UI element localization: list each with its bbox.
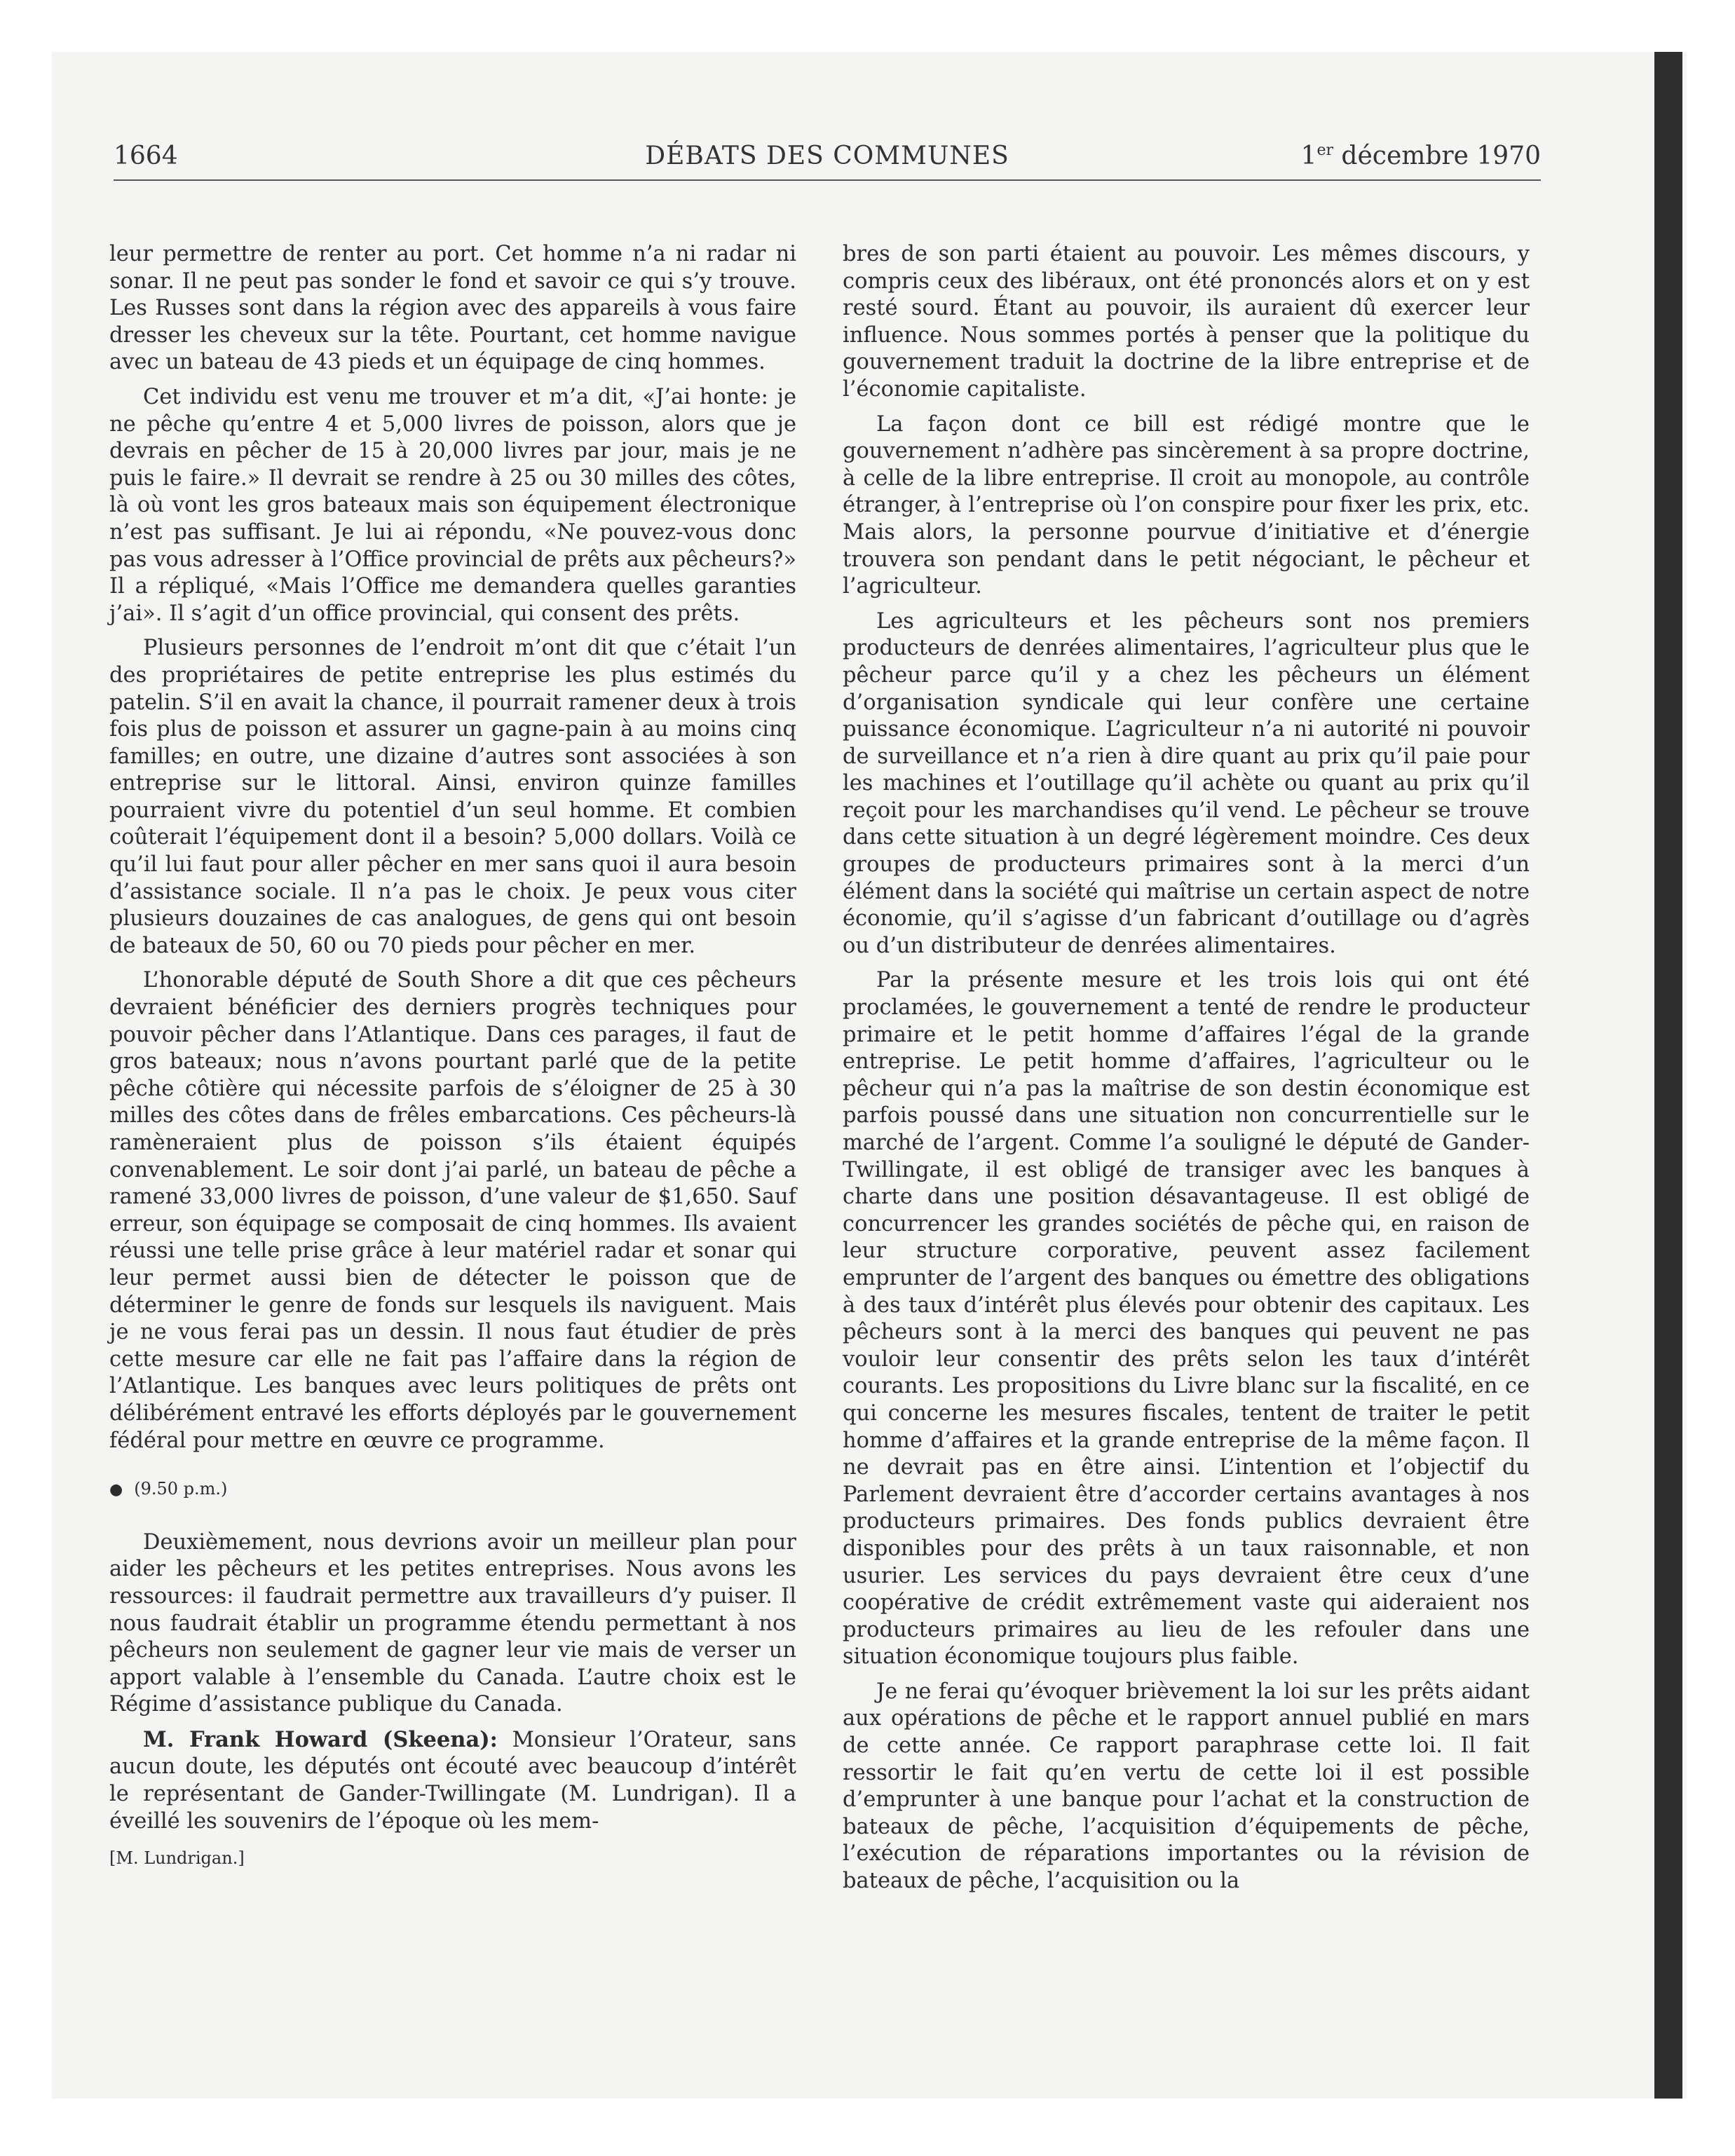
- paragraph: L’honorable député de South Shore a dit que ces pêcheurs devraient bénéficier des derniers progrès techniques pour pouvoir pêcher dans l’Atlantique. Dans ces parages, il faut de gros bateaux; nous n’avons pourtant parlé que de la petite pêche côtière qui nécessite parfois de s’éloigner de 25 à 30 milles des côtes dans de frêles embarcations. Ces pêcheurs-là ramèneraient plus de poisson s’ils étaient équipés convenablement. Le soir dont j’ai parlé, un bateau de pêche a ramené 33,000 livres de poisson, d’une valeur de $1,650. Sauf erreur, son équipage se composait de cinq hommes. Ils avaient réussi une telle prise grâce à leur matériel radar et sonar qui leur permet aussi bien de détecter le poisson que de déterminer le genre de fonds sur lesquels ils naviguent. Mais je ne vous ferai pas un dessin. Il nous faut étudier de près cette mesure car elle ne fait pas l’affaire dans la région de l’Atlantique. Les banques avec leurs politiques de prêts ont délibérément entravé les efforts déployés par le gouvernement fédéral pour mettre en œuvre ce programme.: [109, 968, 796, 1453]
- date-month-year: décembre 1970: [1333, 142, 1541, 170]
- date-day: 1: [1300, 142, 1317, 170]
- bullet-icon: ●: [109, 1481, 123, 1499]
- paragraph: Par la présente mesure et les trois lois qui ont été proclamées, le gouvernement a tenté de rendre le producteur primaire et le petit homme d’affaires l’égal de la grande entreprise. Le petit homme d’affaires, l’agriculteur ou le pêcheur qui n’a pas la maîtrise de son destin économique est parfois poussé dans une situation non concurrentielle sur le marché de l’argent. Comme l’a souligné le député de Gander-Twillingate, il est obligé de transiger avec les banques à charte dans une position désavantageuse. Il est obligé de concurrencer les grandes sociétés de pêche qui, en raison de leur structure corporative, peuvent assez facilement emprunter de l’argent des banques ou émettre des obligations à des taux d’intérêt plus élevés pour obtenir des capitaux. Les pêcheurs sont à la merci des banques qui peuvent ne pas vouloir leur consentir des prêts selon les taux d’intérêt courants. Les propositions du Livre blanc sur la fiscalité, en ce qui concerne les mesures fiscales, tentent de traiter le petit homme d’affaires et la grande entreprise de la même façon. Il ne devrait pas en être ainsi. L’intention et l’objectif du Parlement devraient être d’accorder certains avantages à nos producteurs primaires. Des fonds publics devraient être disponibles pour des prêts à un taux raisonnable, et non usurier. Les services du pays devraient être ceux d’une coopérative de crédit extrêmement vaste qui aideraient nos producteurs primaires au lieu de les refouler dans une situation économique toujours plus faible.: [843, 968, 1530, 1670]
- speaker-caption: [M. Lundrigan.]: [109, 1848, 245, 1869]
- publication-title: DÉBATS DES COMMUNES: [645, 142, 1009, 170]
- time-marker: [109, 1475, 796, 1504]
- paragraph: La façon dont ce bill est rédigé montre que le gouvernement n’adhère pas sincèrement à sa propre doctrine, à celle de la libre entreprise. Il croit au monopole, au contrôle étranger, à l’entreprise où l’on conspire pour fixer les prix, etc. Mais alors, la personne pourvue d’initiative et d’énergie trouvera son pendant dans le petit négociant, le pêcheur et l’agriculteur.: [843, 411, 1530, 599]
- paragraph: Je ne ferai qu’évoquer brièvement la loi sur les prêts aidant aux opérations de pêche et le rapport annuel publié en mars de cette année. Ce rapport paraphrase cette loi. Il fait ressortir le fait qu’en vertu de cette loi il est possible d’emprunter à une banque pour l’achat et la construction de bateaux de pêche, l’acquisition d’équipements de pêche, l’exécution de réparations importantes ou la révision de bateaux de pêche, l’acquisition ou la: [843, 1679, 1530, 1894]
- header-date: [1301, 142, 1541, 170]
- paragraph: Plusieurs personnes de l’endroit m’ont dit que c’était l’un des propriétaires de petite entreprise les plus estimés du patelin. S’il en avait la chance, il pourrait ramener deux à trois fois plus de poisson et assurer un gagne-pain à au moins cinq familles; en outre, une dizaine d’autres sont associées à son entreprise sur le littoral. Ainsi, environ quinze familles pourraient vivre du potentiel d’un seul homme. Et combien coûterait l’équipement dont il a besoin? 5,000 dollars. Voilà ce qu’il lui faut pour aller pêcher en mer sans quoi il aura besoin d’assistance sociale. Il n’a pas le choix. Je peux vous citer plusieurs douzaines de cas analogues, de gens qui ont besoin de bateaux de 50, 60 ou 70 pieds pour pêcher en mer.: [109, 636, 796, 958]
- speaker-text: Monsieur l’Orateur, sans aucun doute, les députés ont écouté avec beaucoup d’intérêt le représentant de Gander-Twillingate (M. Lundrigan). Il a éveillé les souvenirs de l’époque où les mem-: [109, 1727, 796, 1834]
- scan-edge-bar: [1654, 52, 1682, 2099]
- paragraph: Cet individu est venu me trouver et m’a dit, «J’ai honte: je ne pêche qu’entre 4 et 5,000 livres de poisson, alors que je devrais en pêcher de 15 à 20,000 livres par jour, mais je ne puis le faire.» Il devrait se rendre à 25 ou 30 milles des côtes, là où vont les gros bateaux mais son équipement électronique n’est pas suffisant. Je lui ai répondu, «Ne pouvez-vous donc pas vous adresser à l’Office provincial de prêts aux pêcheurs?» Il a répliqué, «Mais l’Office me demandera quelles garanties j’ai». Il s’agit d’un office provincial, qui consent des prêts.: [109, 384, 796, 626]
- paragraph: Deuxièmement, nous devrions avoir un meilleur plan pour aider les pêcheurs et les petites entreprises. Nous avons les ressources: il faudrait permettre aux travailleurs d’y puiser. Il nous faudrait établir un programme étendu permettant à nos pêcheurs non seulement de gagner leur vie mais de verser un apport valable à l’ensemble du Canada. L’autre choix est le Régime d’assistance publique du Canada.: [109, 1529, 796, 1717]
- page-number: 1664: [114, 142, 178, 170]
- speaker-name: M. Frank Howard (Skeena):: [143, 1726, 498, 1752]
- page-header: [114, 137, 1541, 181]
- paragraph: bres de son parti étaient au pouvoir. Les mêmes discours, y compris ceux des libéraux, ont été prononcés alors et on y est resté sourd. Étant au pouvoir, ils auraient dû exercer leur influence. Nous sommes portés à penser que la politique du gouvernement traduit la doctrine de la libre entreprise et de l’économie capitaliste.: [843, 242, 1530, 402]
- right-column: [843, 241, 1530, 1903]
- left-column: [109, 241, 796, 1872]
- date-day-suffix: er: [1316, 142, 1333, 159]
- paragraph: leur permettre de renter au port. Cet homme n’a ni radar ni sonar. Il ne peut pas sonder le fond et savoir ce qui s’y trouve. Les Russes sont dans la région avec des appareils à vous faire dresser les cheveux sur la tête. Pourtant, cet homme navigue avec un bateau de 43 pieds et un équipage de cinq hommes.: [109, 242, 796, 375]
- paragraph: Les agriculteurs et les pêcheurs sont nos premiers producteurs de denrées alimentaires, l’agriculteur plus que le pêcheur parce qu’il y a chez les pêcheurs un élément d’organisation syndicale qui leur confère une certaine puissance économique. L’agriculteur n’a ni autorité ni pouvoir de surveillance et n’a rien à dire quant au prix qu’il paie pour les machines et l’outillage qu’il achète ou quant au prix qu’il reçoit pour les marchandises qu’il vend. Le pêcheur se trouve dans cette situation à un degré légèrement moindre. Ces deux groupes de producteurs primaires sont à la merci d’un élément dans la société qui maîtrise un certain aspect de notre économie, qu’il s’agisse d’un fabricant d’outillage ou d’agrès ou d’un distributeur de denrées alimentaires.: [843, 608, 1530, 958]
- speaker-paragraph: [109, 1726, 796, 1835]
- time-marker-text: (9.50 p.m.): [134, 1479, 228, 1499]
